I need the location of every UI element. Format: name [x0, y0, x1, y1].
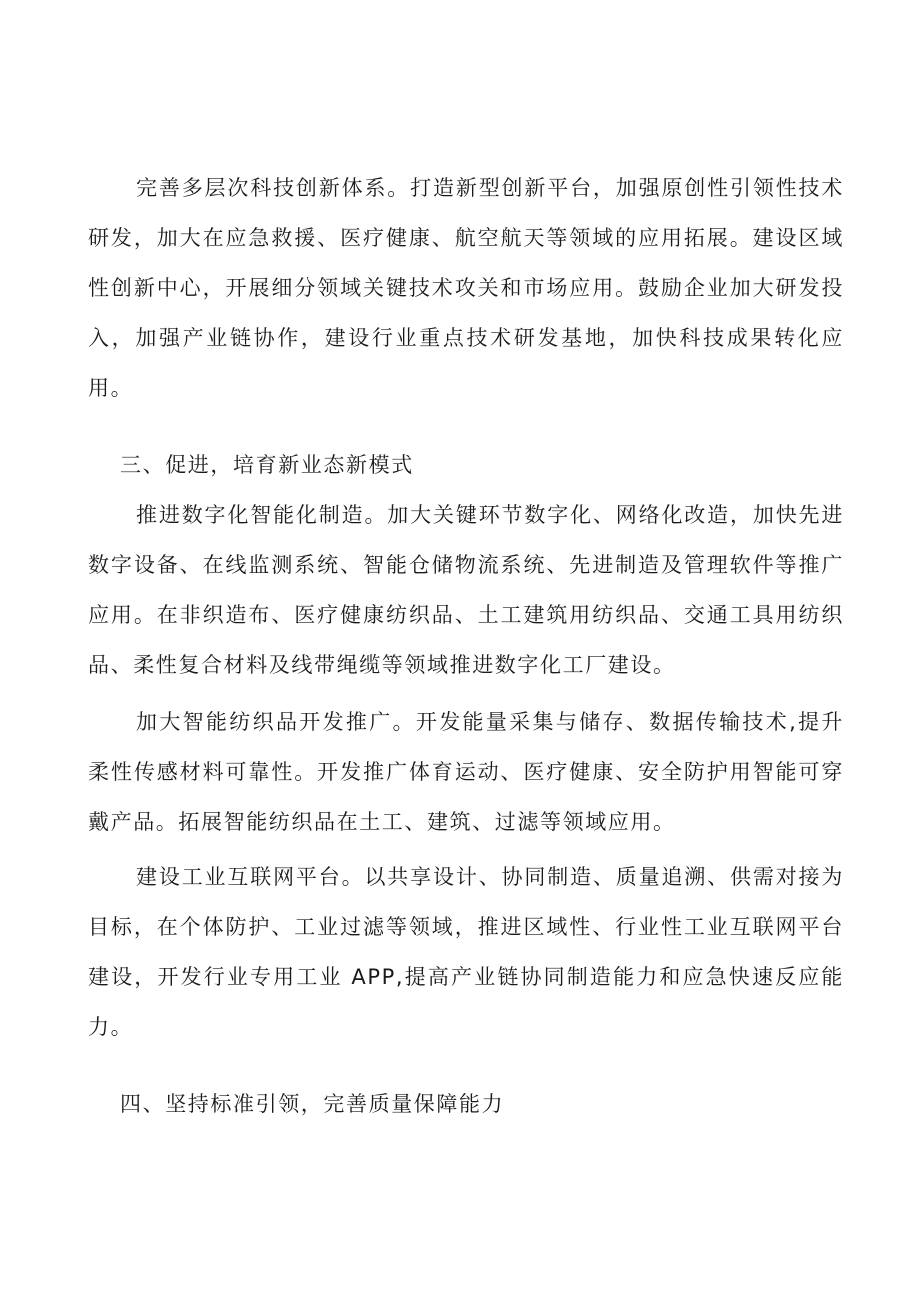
paragraph-science-innovation: 完善多层次科技创新体系。打造新型创新平台，加强原创性引领性技术研发，加大在应急救援、医疗健康、航空航天等领域的应用拓展。建设区域性创新中心，开展细分领域关键技术攻关和市场应用。鼓励企业加大研发投入，加强产业链协作，建设行业重点技术研发基地，加快科技成果转化应用。	[88, 176, 844, 400]
paragraph-industrial-internet: 建设工业互联网平台。以共享设计、协同制造、质量追溯、供需对接为目标，在个体防护、工业过滤等领域，推进区域性、行业性工业互联网平台建设，开发行业专用工业 APP,提高产业链协同制造能力和应急快速反应能力。	[88, 865, 844, 1039]
paragraph-smart-textiles: 加大智能纺织品开发推广。开发能量采集与储存、数据传输技术,提升柔性传感材料可靠性。开发推广体育运动、医疗健康、安全防护用智能可穿戴产品。拓展智能纺织品在土工、建筑、过滤等领域应用。	[88, 710, 844, 834]
section-heading-3: 三、促进，培育新业态新模式	[120, 453, 414, 477]
paragraph-digital-manufacturing: 推进数字化智能化制造。加大关键环节数字化、网络化改造，加快先进数字设备、在线监测系统、智能仓储物流系统、先进制造及管理软件等推广应用。在非织造布、医疗健康纺织品、土工建筑用纺织品、交通工具用纺织品、柔性复合材料及线带绳缆等领域推进数字化工厂建设。	[88, 503, 844, 677]
section-heading-4: 四、坚持标准引领，完善质量保障能力	[120, 1092, 505, 1116]
